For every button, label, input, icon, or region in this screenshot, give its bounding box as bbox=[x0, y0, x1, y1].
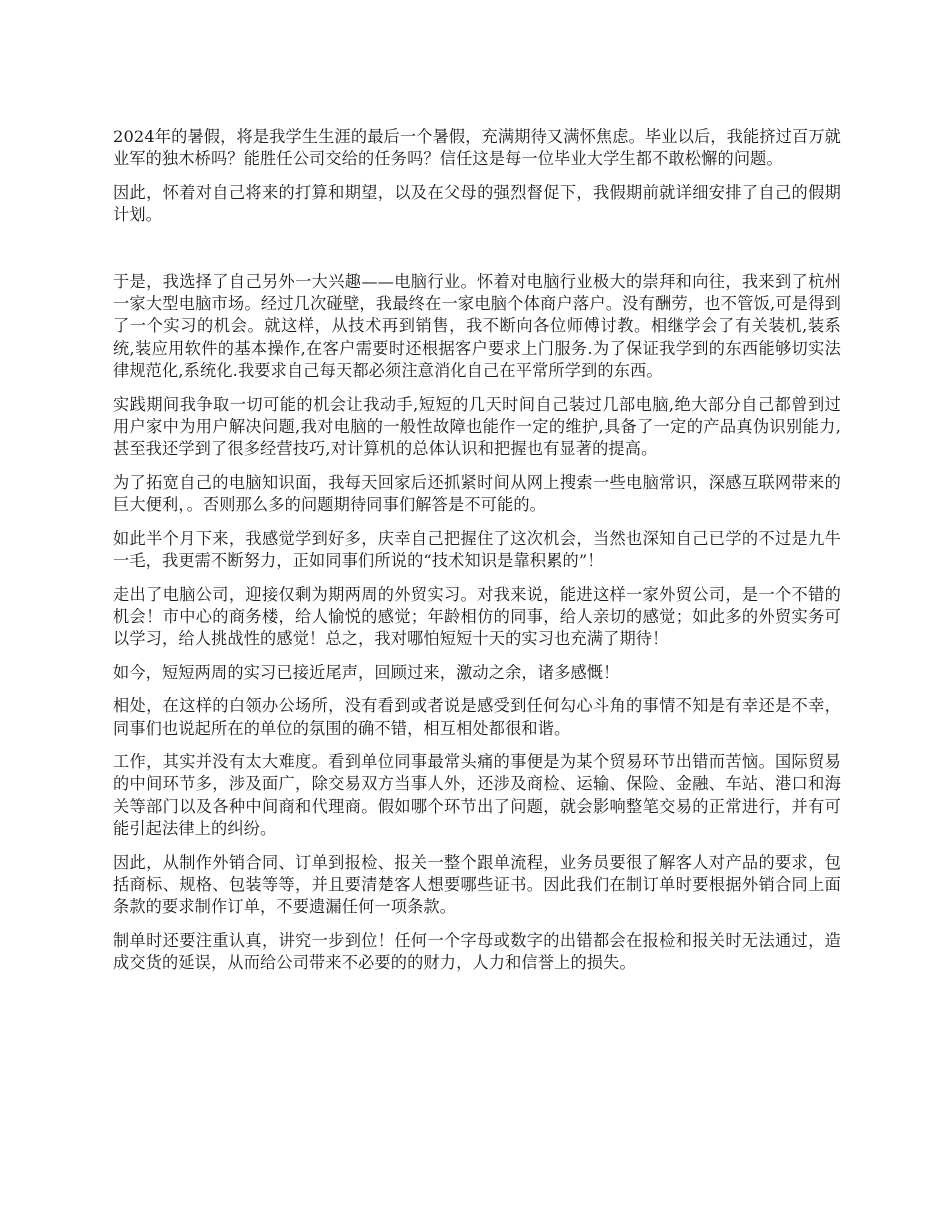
paragraph-knowledge: 为了拓宽自己的电脑知识面，我每天回家后还抓紧时间从网上搜索一些电脑常识，深感互联网带来的巨大便利，。否则那么多的问题期待同事们解答是不可能的。 bbox=[113, 472, 841, 515]
paragraph-half-month: 如此半个月下来，我感觉学到好多，庆幸自己把握住了这次机会，当然也深知自己已学的不过是九牛一毛，我更需不断努力，正如同事们所说的“技术知识是靠积累的”！ bbox=[113, 528, 841, 571]
paragraph-documentation: 制单时还要注重认真，讲究一步到位！任何一个字母或数字的出错都会在报检和报关时无法通过，造成交货的延误，从而给公司带来不必要的的财力，人力和信誉上的损失。 bbox=[113, 930, 841, 973]
paragraph-computer-industry: 于是，我选择了自己另外一大兴趣——电脑行业。怀着对电脑行业极大的崇拜和向往，我来到了杭州一家大型电脑市场。经过几次碰壁，我最终在一家电脑个体商户落户。没有酬劳，也不管饭,可是得到了一个实习的机会。就这样，从技术再到销售，我不断向各位师傅讨教。相继学会了有关装机,装系统,装应用软件的基本操作,在客户需要时还根据客户要求上门服务.为了保证我学到的东西能够切实法律规范化,系统化.我要求自己每天都必须注意消化自己在平常所学到的东西。 bbox=[113, 271, 841, 381]
paragraph-plan: 因此，怀着对自己将来的打算和期望，以及在父母的强烈督促下，我假期前就详细安排了自己的假期计划。 bbox=[113, 182, 841, 225]
document-body bbox=[113, 126, 841, 986]
paragraph-work: 工作，其实并没有太大难度。看到单位同事最常头痛的事便是为某个贸易环节出错而苦恼。国际贸易的中间环节多，涉及面广，除交易双方当事人外，还涉及商检、运输、保险、金融、车站、港口和海关等部门以及各种中间商和代理商。假如哪个环节出了问题，就会影响整笔交易的正常进行，并有可能引起法律上的纠纷。 bbox=[113, 751, 841, 839]
paragraph-ending: 如今，短短两周的实习已接近尾声，回顾过来，激动之余，诸多感慨！ bbox=[113, 662, 620, 682]
paragraph-process: 因此，从制作外销合同、订单到报检、报关一整个跟单流程，业务员要很了解客人对产品的要求，包括商标、规格、包装等等，并且要清楚客人想要哪些证书。因此我们在制订单时要根据外销合同上面条款的要求制作订单，不要遗漏任何一项条款。 bbox=[113, 852, 841, 917]
paragraph-foreign-trade: 走出了电脑公司，迎接仅剩为期两周的外贸实习。对我来说，能进这样一家外贸公司，是一个不错的机会！市中心的商务楼，给人愉悦的感觉；年龄相仿的同事，给人亲切的感觉；如此多的外贸实务可以学习，给人挑战性的感觉！总之，我对哪怕短短十天的实习也充满了期待！ bbox=[113, 584, 841, 649]
paragraph-practice: 实践期间我争取一切可能的机会让我动手,短短的几天时间自己装过几部电脑,绝大部分自己都曾到过用户家中为用户解决问题,我对电脑的一般性故障也能作一定的维护,具备了一定的产品真伪识别能力,甚至我还学到了很多经营技巧,对计算机的总体认识和把握也有显著的提高。 bbox=[113, 394, 841, 459]
paragraph-colleagues: 相处，在这样的白领办公场所，没有看到或者说是感受到任何勾心斗角的事情不知是有幸还是不幸，同事们也说起所在的单位的氛围的确不错，相互相处都很和谐。 bbox=[113, 696, 841, 738]
paragraph-intro: 2024年的暑假，将是我学生生涯的最后一个暑假，充满期待又满怀焦虑。毕业以后，我能挤过百万就业军的独木桥吗？能胜任公司交给的任务吗？信任这是每一位毕业大学生都不敢松懈的问题。 bbox=[113, 127, 841, 169]
